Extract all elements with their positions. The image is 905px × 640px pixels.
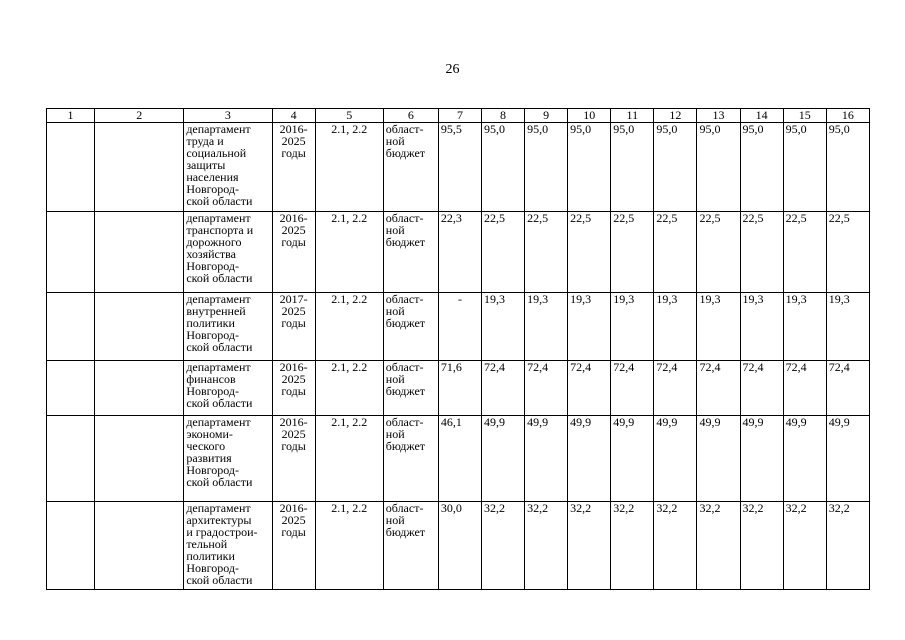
department-cell-line: экономи- <box>186 427 233 441</box>
cell-col-2 <box>95 212 184 293</box>
table-row <box>47 361 870 416</box>
cell-col-2 <box>95 293 184 361</box>
source-cell-line: ной <box>385 427 405 441</box>
department-cell <box>184 293 272 361</box>
table-row <box>47 212 870 293</box>
years-cell-line: 2016- <box>279 501 308 515</box>
years-cell-line: годы <box>281 316 306 330</box>
years-cell <box>272 123 315 212</box>
value-cell-col-9: 32,2 <box>525 502 568 590</box>
department-cell <box>184 123 272 212</box>
value-cell-col-11: 49,9 <box>611 416 654 502</box>
years-cell-line: 2025 <box>281 223 306 237</box>
column-header-9: 9 <box>525 109 568 123</box>
value-cell-col-11: 22,5 <box>611 212 654 293</box>
source-cell-line: бюджет <box>385 235 426 249</box>
years-cell-line: 2016- <box>279 360 308 374</box>
value-cell-col-15: 19,3 <box>783 293 826 361</box>
value-cell-col-9: 19,3 <box>525 293 568 361</box>
value-cell-col-16: 95,0 <box>826 123 869 212</box>
value-cell-col-11: 72,4 <box>611 361 654 416</box>
items-cell: 2.1, 2.2 <box>315 502 383 590</box>
years-cell-line: годы <box>281 384 306 398</box>
department-cell-line: ческого <box>186 439 226 453</box>
department-cell <box>184 212 272 293</box>
value-cell-col-14: 72,4 <box>740 361 783 416</box>
years-cell-line: 2025 <box>281 372 306 386</box>
source-cell <box>383 361 438 416</box>
source-cell-line: бюджет <box>385 439 426 453</box>
department-cell-line: Новгород- <box>186 259 240 273</box>
items-cell: 2.1, 2.2 <box>315 416 383 502</box>
department-cell-line: внутренней <box>186 304 246 318</box>
column-header-8: 8 <box>481 109 524 123</box>
years-cell-line: годы <box>281 525 306 539</box>
value-cell-col-7: 95,5 <box>438 123 481 212</box>
department-cell-line: тельной <box>186 537 228 551</box>
source-cell-line: област- <box>385 292 424 306</box>
value-cell-col-16: 72,4 <box>826 361 869 416</box>
value-cell-col-7: - <box>438 293 481 361</box>
value-cell-col-16: 19,3 <box>826 293 869 361</box>
value-cell-col-13: 49,9 <box>697 416 740 502</box>
column-header-1: 1 <box>47 109 95 123</box>
value-cell-col-13: 19,3 <box>697 293 740 361</box>
value-cell-col-13: 32,2 <box>697 502 740 590</box>
column-header-16: 16 <box>826 109 869 123</box>
value-cell-col-14: 32,2 <box>740 502 783 590</box>
department-cell-line: политики <box>186 316 235 330</box>
source-cell-line: бюджет <box>385 316 426 330</box>
column-header-5: 5 <box>315 109 383 123</box>
cell-col-1 <box>47 123 95 212</box>
value-cell-col-14: 95,0 <box>740 123 783 212</box>
value-cell-col-7: 71,6 <box>438 361 481 416</box>
department-cell-line: департамент <box>186 292 251 306</box>
value-cell-col-10: 49,9 <box>568 416 611 502</box>
value-cell-col-10: 22,5 <box>568 212 611 293</box>
source-cell-line: ной <box>385 134 405 148</box>
source-cell <box>383 416 438 502</box>
value-cell-col-12: 19,3 <box>654 293 697 361</box>
value-cell-col-9: 72,4 <box>525 361 568 416</box>
department-cell-line: защиты <box>186 158 226 172</box>
value-cell-col-8: 72,4 <box>481 361 524 416</box>
source-cell <box>383 502 438 590</box>
value-cell-col-8: 19,3 <box>481 293 524 361</box>
value-cell-col-7: 22,3 <box>438 212 481 293</box>
years-cell-line: 2025 <box>281 304 306 318</box>
department-cell-line: транспорта и <box>186 223 254 237</box>
value-cell-col-9: 49,9 <box>525 416 568 502</box>
value-cell-col-15: 49,9 <box>783 416 826 502</box>
header-row <box>47 109 870 123</box>
source-cell-line: бюджет <box>385 525 426 539</box>
department-cell-line: развития <box>186 451 232 465</box>
budget-table <box>46 108 870 590</box>
value-cell-col-7: 46,1 <box>438 416 481 502</box>
page-number: 26 <box>445 62 460 77</box>
source-cell-line: ной <box>385 223 405 237</box>
years-cell-line: 2025 <box>281 134 306 148</box>
department-cell-line: архитектуры <box>186 513 252 527</box>
value-cell-col-8: 32,2 <box>481 502 524 590</box>
value-cell-col-9: 22,5 <box>525 212 568 293</box>
column-header-3: 3 <box>184 109 272 123</box>
cell-col-2 <box>95 416 184 502</box>
department-cell-line: Новгород- <box>186 328 240 342</box>
value-cell-col-12: 72,4 <box>654 361 697 416</box>
years-cell-line: годы <box>281 439 306 453</box>
column-header-6: 6 <box>383 109 438 123</box>
value-cell-col-10: 95,0 <box>568 123 611 212</box>
department-cell-line: Новгород- <box>186 463 240 477</box>
years-cell-line: 2016- <box>279 122 308 136</box>
cell-col-1 <box>47 502 95 590</box>
value-cell-col-12: 22,5 <box>654 212 697 293</box>
value-cell-col-12: 32,2 <box>654 502 697 590</box>
column-header-4: 4 <box>272 109 315 123</box>
source-cell-line: бюджет <box>385 384 426 398</box>
value-cell-col-10: 19,3 <box>568 293 611 361</box>
items-cell: 2.1, 2.2 <box>315 123 383 212</box>
value-cell-col-9: 95,0 <box>525 123 568 212</box>
value-cell-col-10: 32,2 <box>568 502 611 590</box>
department-cell-line: ской области <box>186 194 253 208</box>
source-cell <box>383 123 438 212</box>
source-cell-line: ной <box>385 513 405 527</box>
years-cell-line: 2025 <box>281 513 306 527</box>
department-cell-line: хозяйства <box>186 247 236 261</box>
value-cell-col-15: 95,0 <box>783 123 826 212</box>
value-cell-col-8: 95,0 <box>481 123 524 212</box>
cell-col-1 <box>47 212 95 293</box>
department-cell-line: ской области <box>186 271 253 285</box>
department-cell-line: населения <box>186 170 239 184</box>
cell-col-2 <box>95 502 184 590</box>
years-cell-line: годы <box>281 146 306 160</box>
years-cell-line: 2025 <box>281 427 306 441</box>
table-row <box>47 123 870 212</box>
source-cell-line: област- <box>385 415 424 429</box>
value-cell-col-12: 49,9 <box>654 416 697 502</box>
source-cell <box>383 212 438 293</box>
value-cell-col-13: 95,0 <box>697 123 740 212</box>
value-cell-col-15: 22,5 <box>783 212 826 293</box>
department-cell-line: ской области <box>186 573 253 587</box>
department-cell-line: Новгород- <box>186 384 240 398</box>
department-cell-line: Новгород- <box>186 182 240 196</box>
department-cell-line: ской области <box>186 340 253 354</box>
value-cell-col-7: 30,0 <box>438 502 481 590</box>
department-cell-line: финансов <box>186 372 236 386</box>
years-cell-line: 2016- <box>279 415 308 429</box>
cell-col-1 <box>47 293 95 361</box>
value-cell-col-13: 72,4 <box>697 361 740 416</box>
department-cell-line: труда и <box>186 134 224 148</box>
items-cell: 2.1, 2.2 <box>315 212 383 293</box>
column-header-13: 13 <box>697 109 740 123</box>
value-cell-col-14: 22,5 <box>740 212 783 293</box>
value-cell-col-14: 19,3 <box>740 293 783 361</box>
source-cell-line: област- <box>385 360 424 374</box>
source-cell <box>383 293 438 361</box>
items-cell: 2.1, 2.2 <box>315 293 383 361</box>
department-cell-line: департамент <box>186 122 251 136</box>
column-header-14: 14 <box>740 109 783 123</box>
years-cell <box>272 416 315 502</box>
column-header-2: 2 <box>95 109 184 123</box>
department-cell <box>184 502 272 590</box>
cell-col-2 <box>95 361 184 416</box>
value-cell-col-8: 49,9 <box>481 416 524 502</box>
column-header-15: 15 <box>783 109 826 123</box>
column-header-12: 12 <box>654 109 697 123</box>
years-cell-line: 2016- <box>279 211 308 225</box>
cell-col-1 <box>47 416 95 502</box>
value-cell-col-16: 22,5 <box>826 212 869 293</box>
department-cell-line: социальной <box>186 146 247 160</box>
years-cell-line: 2017- <box>279 292 308 306</box>
department-cell <box>184 416 272 502</box>
department-cell-line: департамент <box>186 211 251 225</box>
source-cell-line: област- <box>385 501 424 515</box>
years-cell <box>272 212 315 293</box>
department-cell-line: Новгород- <box>186 561 240 575</box>
cell-col-2 <box>95 123 184 212</box>
department-cell-line: политики <box>186 549 235 563</box>
department-cell-line: департамент <box>186 360 251 374</box>
value-cell-col-11: 19,3 <box>611 293 654 361</box>
value-cell-col-16: 49,9 <box>826 416 869 502</box>
value-cell-col-10: 72,4 <box>568 361 611 416</box>
cell-col-1 <box>47 361 95 416</box>
table-body <box>47 123 870 590</box>
table-row <box>47 293 870 361</box>
department-cell-line: департамент <box>186 501 251 515</box>
department-cell <box>184 361 272 416</box>
years-cell <box>272 502 315 590</box>
value-cell-col-15: 72,4 <box>783 361 826 416</box>
department-cell-line: ской области <box>186 475 253 489</box>
value-cell-col-14: 49,9 <box>740 416 783 502</box>
department-cell-line: и градострои- <box>186 525 258 539</box>
source-cell-line: ной <box>385 372 405 386</box>
source-cell-line: бюджет <box>385 146 426 160</box>
department-cell-line: департамент <box>186 415 251 429</box>
years-cell <box>272 293 315 361</box>
table-row <box>47 502 870 590</box>
value-cell-col-16: 32,2 <box>826 502 869 590</box>
department-cell-line: дорожного <box>186 235 242 249</box>
value-cell-col-15: 32,2 <box>783 502 826 590</box>
value-cell-col-12: 95,0 <box>654 123 697 212</box>
department-cell-line: ской области <box>186 396 253 410</box>
value-cell-col-11: 32,2 <box>611 502 654 590</box>
items-cell: 2.1, 2.2 <box>315 361 383 416</box>
source-cell-line: област- <box>385 211 424 225</box>
column-header-10: 10 <box>568 109 611 123</box>
value-cell-col-8: 22,5 <box>481 212 524 293</box>
value-cell-col-11: 95,0 <box>611 123 654 212</box>
source-cell-line: ной <box>385 304 405 318</box>
value-cell-col-13: 22,5 <box>697 212 740 293</box>
column-header-11: 11 <box>611 109 654 123</box>
years-cell <box>272 361 315 416</box>
source-cell-line: област- <box>385 122 424 136</box>
column-header-7: 7 <box>438 109 481 123</box>
table-row <box>47 416 870 502</box>
years-cell-line: годы <box>281 235 306 249</box>
